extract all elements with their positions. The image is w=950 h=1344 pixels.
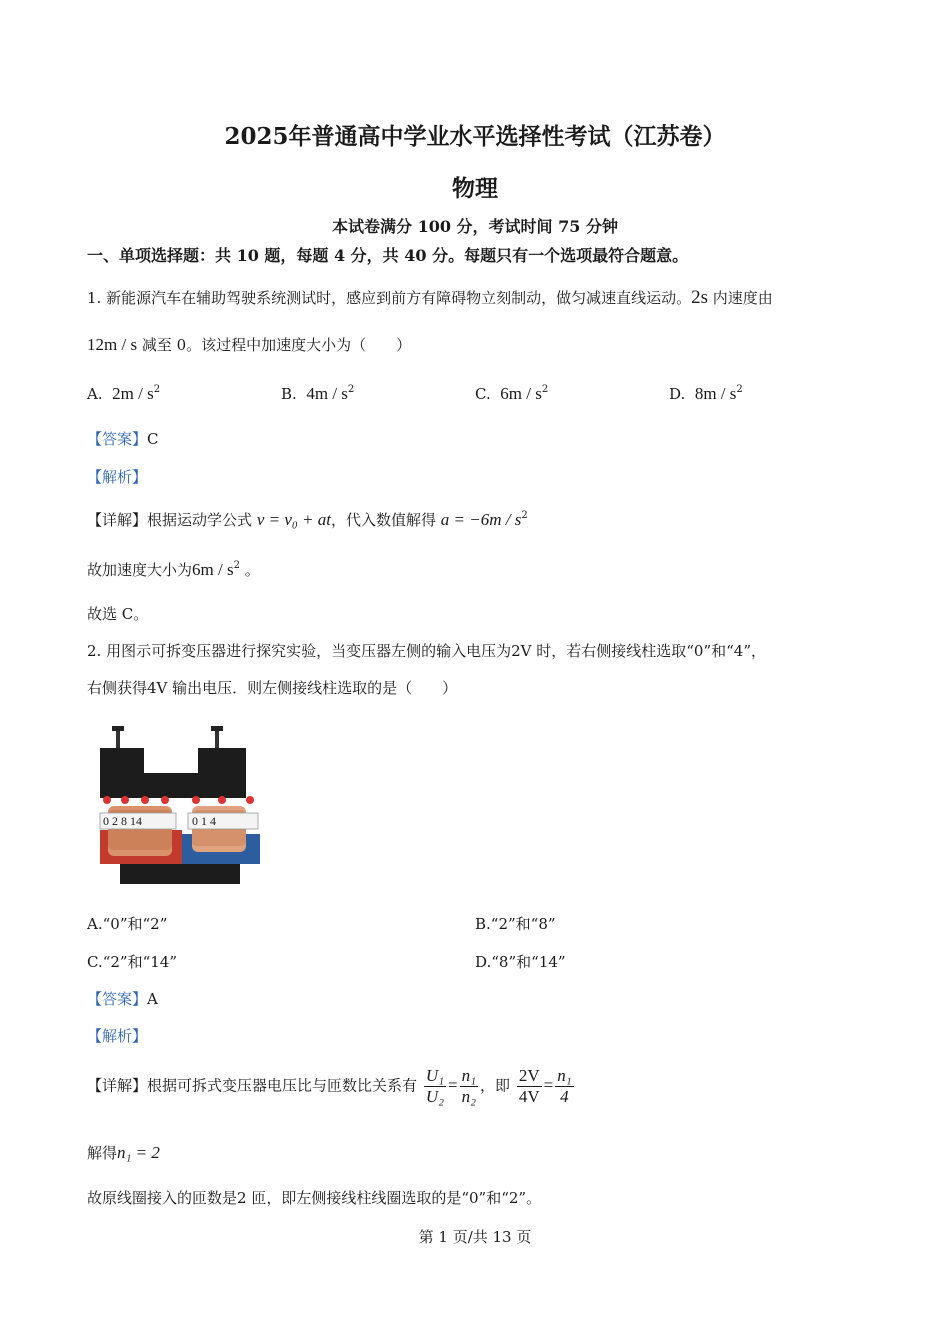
q2-option-a xyxy=(87,913,167,934)
q1-analysis-tag: 【解析】 xyxy=(87,468,148,486)
q1-time: 2s xyxy=(691,287,708,308)
detail-text: 根据运动学公式 xyxy=(147,511,253,529)
option-value: 8m / s xyxy=(694,384,737,403)
option-value: “8”和“14” xyxy=(491,953,566,971)
terminal-labels-left: 0 2 8 14 xyxy=(103,814,142,828)
option-label: A. xyxy=(87,385,103,403)
q2-line1: 2. 用图示可拆变压器进行探究实验，当变压器左侧的输入电压为2V 时，若右侧接线柱选取“0”和“4”， xyxy=(87,642,766,660)
acceleration-result: a = −6m / s xyxy=(440,510,522,529)
option-value: “2”和“8” xyxy=(490,915,556,933)
q1-option-a: A. $2m / s^2$ xyxy=(87,384,161,403)
q1-option-b: B. $4m / s^2$ xyxy=(281,384,355,403)
q1-detail: 【详解】根据运动学公式 v = v₀ + at，代入数值解得 $a = -6m / s^2$ xyxy=(87,510,528,529)
turns-ratio-fraction: $\frac{\text{n₁}}{\text{n₂}}$ xyxy=(461,1066,477,1106)
acc-text-end: 。 xyxy=(244,561,260,579)
q1-option-c: C. $6m / s^2$ xyxy=(475,384,549,403)
turns-value-fraction: $\frac{\text{n₁}}{4}$ xyxy=(557,1066,572,1106)
q1-option-d: D. $8m / s^2$ xyxy=(669,384,743,403)
section-heading: 一、单项选择题：共 10 题，每题 4 分，共 40 分。每题只有一个选项最符合题意。 xyxy=(87,246,689,265)
q1-text-c: 减至 0。该过程中加速度大小为（ ） xyxy=(141,336,412,354)
option-value: 2m / s xyxy=(112,384,154,403)
option-label: A. xyxy=(87,915,103,933)
q1-speed: 12m / s xyxy=(87,335,138,354)
option-label: B. xyxy=(475,915,491,933)
q2-line2: 右侧获得4V 输出电压．则左侧接线柱选取的是（ ） xyxy=(87,679,458,697)
exam-title: 2025年普通高中学业水平选择性考试（江苏卷） xyxy=(224,123,726,150)
q1-line2 xyxy=(87,334,411,355)
q1-answer xyxy=(87,428,159,449)
q2-option-b xyxy=(475,913,556,934)
detail-text: 根据可拆式变压器电压比与匝数比关系有 xyxy=(147,1076,418,1095)
q2-conclusion: 故原线圈接入的匝数是2 匝，即左侧接线柱线圈选取的是“0”和“2”。 xyxy=(87,1189,542,1207)
acc-value: 6m / s xyxy=(192,560,234,579)
transformer-image xyxy=(98,718,263,888)
q1-acc-line: 故加速度大小为$6m / s^2$ 。 xyxy=(87,560,260,579)
q2-option-d xyxy=(475,951,566,972)
voltage-ratio-fraction: $\frac{\text{U₁}}{\text{U₂}}$ xyxy=(425,1066,444,1106)
q1-text-a: 1. 新能源汽车在辅助驾驶系统测试时，感应到前方有障碍物立刻制动，做匀减速直线运动。 xyxy=(87,289,692,307)
q2-detail: 【详解】根据可拆式变压器电压比与匝数比关系有 $\frac{\text{U₁}}{\text{U₂}}$ = $\frac{\text{n₁}}{\text{n₂}}$ ，即 $\frac{2V}{4V}$ = $\frac{\text{n₁}}{4}$ xyxy=(87,1066,572,1106)
answer-tag: 【答案】 xyxy=(87,990,148,1008)
q2-solve xyxy=(87,1142,160,1163)
transformer-figure xyxy=(98,718,263,888)
acc-text: 故加速度大小为 xyxy=(87,561,193,579)
option-label: D. xyxy=(475,953,492,971)
voltage-value-fraction: $\frac{2V}{4V}$ xyxy=(518,1066,540,1106)
q1-choose: 故选 C。 xyxy=(87,605,149,623)
solve-text: 解得 xyxy=(87,1144,118,1162)
exam-info: 本试卷满分 100 分，考试时间 75 分钟 xyxy=(332,217,618,236)
option-value: “2”和“14” xyxy=(102,953,178,971)
option-label: C. xyxy=(87,953,103,971)
answer-value: C xyxy=(147,430,159,448)
detail-text: ，代入数值解得 xyxy=(330,511,436,529)
option-value: “0”和“2” xyxy=(102,915,168,933)
q1-text-b: 内速度由 xyxy=(712,289,773,307)
q2-option-c xyxy=(87,951,177,972)
answer-tag: 【答案】 xyxy=(87,430,148,448)
option-value: 4m / s xyxy=(306,384,348,403)
detail-tag: 【详解】 xyxy=(87,1076,148,1095)
terminal-labels-right: 0 1 4 xyxy=(192,814,216,828)
option-value: 6m / s xyxy=(500,384,542,403)
solve-value: n₁ = 2 xyxy=(117,1143,160,1162)
detail-text: ，即 xyxy=(480,1076,511,1095)
q1-line1 xyxy=(87,287,773,309)
q2-answer xyxy=(87,988,158,1009)
answer-value: A xyxy=(147,990,158,1008)
kinematics-formula: v = v₀ + at xyxy=(256,510,331,529)
q2-analysis-tag: 【解析】 xyxy=(87,1027,148,1045)
subject-title: 物理 xyxy=(452,175,498,202)
option-label: C. xyxy=(475,385,491,403)
page-footer: 第 1 页/共 13 页 xyxy=(418,1228,532,1246)
detail-tag: 【详解】 xyxy=(87,511,148,529)
option-label: D. xyxy=(669,385,686,403)
option-label: B. xyxy=(281,385,297,403)
